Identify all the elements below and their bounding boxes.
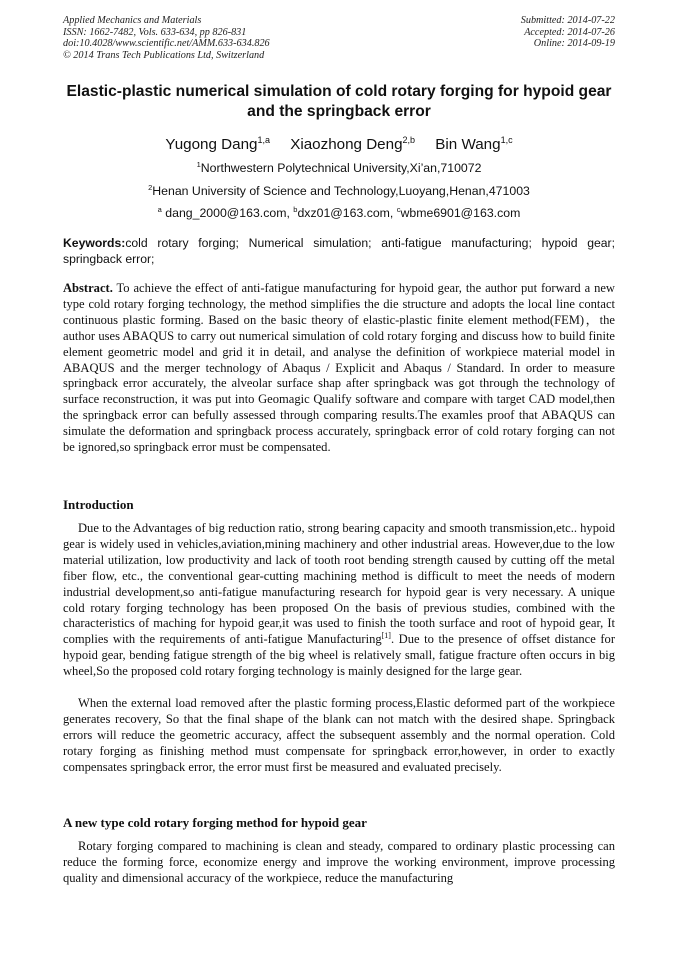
paper-title: Elastic-plastic numerical simulation of cold rotary forging for hypoid gear and the springback error (66, 83, 612, 120)
author-list (63, 130, 615, 155)
submission-dates (521, 15, 615, 50)
affiliation: $^2$Henan University of Science and Technology,Luoyang,Henan,471003 (148, 183, 530, 198)
journal-issn: ISSN: 1662-7482, Vols. 633-634, pp 826-831 (63, 26, 247, 38)
abstract-label: Abstract. (63, 281, 113, 295)
abstract-text: To achieve the effect of anti-fatigue manufacturing for hypoid gear, the author put forward a new type cold rotary forging technology, the method simplifies the die structure and adopts the local line contact continuous plastic forming. Based on the basic theory of elastic-plastic finite element method(FEM)，the author uses ABAQUS to carry out numerical simulation of cold rotary forging and discuss how to build finite element geometric model and grid it in detail, and analyse the definition of workpiece material model in ABAQUS and the merger technology of Abaqus / Explicit and Abaqus / Standard. In order to measure springback error accurately, the alveolar surface shap after springback was got through the technology of surface reconstruction, it was put into Geomagic Qualify software and compare with target CAD model,then the springback error can befully assessed through comparing results.The examles proof that ABAQUS can simulate the deformation and springback process accurately, springback error of cold rotary forging can not be ignored,so springback error must be compensated. (63, 281, 615, 455)
author: Xiaozhong Deng$^{2,b}$ (290, 135, 416, 153)
keywords-label: Keywords: (63, 236, 126, 250)
author: Bin Wang$^{1,c}$ (435, 135, 513, 153)
submitted-date: Submitted: 2014-07-22 (520, 15, 615, 26)
abstract (63, 281, 615, 456)
section-heading: A new type cold rotary forging method for hypoid gear (63, 815, 367, 830)
affiliation: $^1$Northwestern Polytechnical University,Xi’an,710072 (196, 160, 482, 175)
keywords (63, 236, 615, 267)
accepted-date: Accepted: 2014-07-26 (524, 26, 615, 38)
paragraph: When the external load removed after the plastic forming process,Elastic deformed part of the workpiece generates recovery, So that the final shape of the blank can not match with the desired shape. Springback errors will reduce the geometric accuracy, affect the subsequent assembly and the normal operation. Cold rotary forging as finishing method must compensate for springback error,however, in order to exactly compensates springback error, the error must first be measured and evaluated precisely. (63, 696, 615, 774)
email-list: $^a$ dang_2000@163.com, $^b$dxz01@163.com, $^c$wbme6901@163.com (157, 205, 521, 220)
section-heading: Introduction (63, 497, 134, 512)
journal-info (63, 15, 270, 61)
journal-doi: doi:10.4028/www.scientific.net/AMM.633-634.826 (63, 38, 270, 49)
keywords-text: cold rotary forging; Numerical simulation; anti-fatigue manufacturing; hypoid gear; springback error; (63, 236, 615, 266)
journal-copyright: © 2014 Trans Tech Publications Ltd, Switzerland (63, 49, 265, 61)
paragraph: Due to the Advantages of big reduction ratio, strong bearing capacity and smooth transmission,etc.. hypoid gear is widely used in vehicles,aviation,mining machinery and other industrial areas. However,due to the low material utilization, low productivity and lack of tooth root bending strength caused by cutting off the metal fiber flow, etc., the conventional gear-cutting machining method is difficult to meet the needs of modern industrial development,so anti-fatigue manufacturing research for hypoid gear is very necessary. A unique cold rotary forging technology has been proposed On the basis of previous studies, combined with the characteristics of maching for hypoid gear,it was used to finish the tooth surface and root of hypoid gear, It complies with the requirements of anti-fatigue Manufacturing[1]. Due to the presence of offset distance for hypoid gear, bending fatigue strength of the big wheel is relatively small, fatigue fracture often occurs in big wheel,So the proposed cold rotary forging technology is mainly designed for the large gear. (63, 521, 615, 679)
online-date: Online: 2014-09-19 (533, 38, 615, 49)
citation-ref: [1] (381, 631, 391, 641)
journal-name: Applied Mechanics and Materials (63, 15, 202, 26)
author: Yugong Dang$^{1,a}$ (165, 135, 270, 153)
paragraph: Rotary forging compared to machining is clean and steady, compared to ordinary plastic processing can reduce the forming force, economize energy and improve the working environment, improve processing quality and dimensional accuracy of the workpiece, reduce the manufacturing (63, 839, 615, 885)
